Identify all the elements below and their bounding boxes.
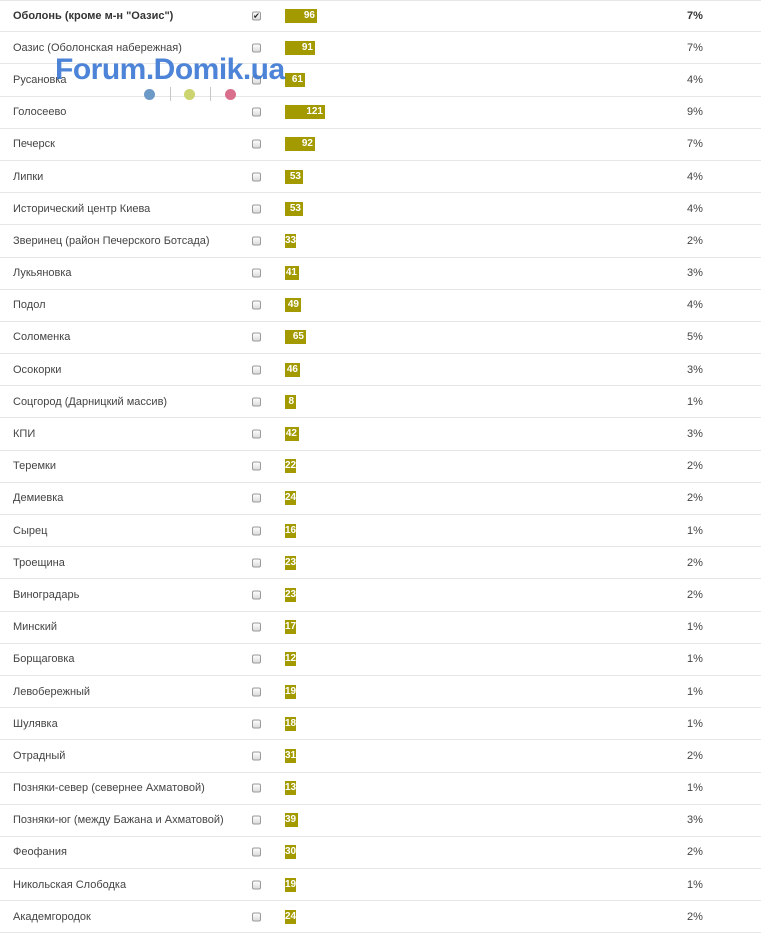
vote-percent: 7%	[687, 138, 703, 151]
votes-bar: 42	[285, 428, 297, 440]
votes-bar: 19	[285, 878, 296, 890]
poll-row	[0, 644, 761, 676]
option-checkbox[interactable]	[252, 880, 261, 889]
votes-bar: 53	[285, 202, 303, 216]
votes-bar: 23	[285, 556, 296, 568]
vote-percent: 3%	[687, 363, 703, 376]
votes-bar: 30	[285, 846, 296, 858]
option-label: Шулявка	[13, 717, 58, 730]
option-checkbox[interactable]	[252, 848, 261, 857]
option-checkbox[interactable]	[252, 75, 261, 84]
vote-percent: 3%	[687, 267, 703, 280]
poll-row	[0, 612, 761, 644]
votes-bar: 96	[285, 9, 317, 23]
poll-row	[0, 290, 761, 322]
poll-row	[0, 901, 761, 933]
vote-percent: 1%	[687, 621, 703, 634]
votes-bar: 92	[285, 137, 315, 151]
votes-bar: 41	[285, 267, 297, 279]
votes-bar: 22	[285, 460, 296, 472]
option-checkbox[interactable]	[252, 816, 261, 825]
votes-bar: 18	[285, 717, 296, 729]
poll-row	[0, 451, 761, 483]
option-label: Липки	[13, 170, 44, 183]
vote-percent: 2%	[687, 846, 703, 859]
vote-percent: 3%	[687, 814, 703, 827]
votes-bar: 65	[285, 330, 306, 344]
option-checkbox[interactable]	[252, 655, 261, 664]
watermark-text: Forum.Domik.ua	[55, 53, 285, 86]
poll-row	[0, 64, 761, 96]
votes-bar: 33	[285, 234, 296, 246]
poll-row	[0, 97, 761, 129]
option-checkbox[interactable]	[252, 558, 261, 567]
vote-percent: 2%	[687, 234, 703, 247]
poll-row	[0, 547, 761, 579]
option-checkbox[interactable]	[252, 172, 261, 181]
option-checkbox[interactable]	[252, 912, 261, 921]
vote-percent: 2%	[687, 460, 703, 473]
option-checkbox[interactable]	[252, 719, 261, 728]
vote-percent: 2%	[687, 749, 703, 762]
option-checkbox[interactable]	[252, 236, 261, 245]
poll-row	[0, 129, 761, 161]
poll-row	[0, 161, 761, 193]
vote-percent: 5%	[687, 331, 703, 344]
option-label: Лукьяновка	[13, 267, 72, 280]
poll-row	[0, 32, 761, 64]
vote-percent: 1%	[687, 685, 703, 698]
poll-row	[0, 837, 761, 869]
vote-percent: 2%	[687, 556, 703, 569]
option-label: Соцгород (Дарницкий массив)	[13, 395, 168, 408]
poll-row	[0, 258, 761, 290]
vote-percent: 4%	[687, 170, 703, 183]
votes-bar: 46	[286, 363, 298, 375]
option-checkbox[interactable]	[252, 687, 261, 696]
option-checkbox[interactable]	[252, 365, 261, 374]
vote-percent: 1%	[687, 653, 703, 666]
vote-percent: 1%	[687, 524, 703, 537]
option-label: Минский	[13, 621, 57, 634]
option-label: Отрадный	[13, 749, 66, 762]
poll-row	[0, 0, 761, 32]
option-checkbox[interactable]	[252, 397, 261, 406]
votes-bar: 24	[285, 910, 296, 922]
option-label: Виноградарь	[13, 588, 80, 601]
option-checkbox[interactable]	[252, 333, 261, 342]
option-label: Академгородок	[13, 910, 91, 923]
option-label: Никольская Слободка	[13, 878, 127, 891]
poll-row	[0, 708, 761, 740]
votes-bar: 13	[285, 782, 296, 794]
option-label: Позняки-север (севернее Ахматовой)	[13, 782, 205, 795]
option-label: Позняки-юг (между Бажана и Ахматовой)	[13, 814, 224, 827]
votes-bar: 61	[285, 73, 305, 87]
vote-percent: 4%	[687, 202, 703, 215]
option-checkbox[interactable]	[252, 590, 261, 599]
poll-row	[0, 805, 761, 837]
option-label: Феофания	[13, 846, 67, 859]
votes-bar: 19	[285, 685, 296, 697]
option-label: Троещина	[13, 556, 65, 569]
option-checkbox[interactable]	[252, 462, 261, 471]
option-label: Подол	[13, 299, 46, 312]
poll-row	[0, 354, 761, 386]
poll-row	[0, 515, 761, 547]
option-label: Зверинец (район Печерского Ботсада)	[13, 234, 210, 247]
votes-bar: 8	[285, 395, 296, 409]
votes-bar: 12	[285, 653, 296, 665]
option-checkbox[interactable]	[252, 269, 261, 278]
option-checkbox[interactable]	[252, 140, 261, 149]
vote-percent: 2%	[687, 910, 703, 923]
vote-percent: 4%	[687, 299, 703, 312]
vote-percent: 1%	[687, 878, 703, 891]
vote-percent: 4%	[687, 73, 703, 86]
option-label: Борщаговка	[13, 653, 75, 666]
votes-bar: 49	[285, 298, 301, 312]
option-checkbox[interactable]	[252, 43, 261, 52]
option-label: Исторический центр Киева	[13, 202, 151, 215]
option-label: Оазис (Оболонская набережная)	[13, 41, 182, 54]
votes-bar: 121	[285, 105, 325, 119]
poll-row	[0, 579, 761, 611]
vote-percent: 1%	[687, 395, 703, 408]
vote-percent: 1%	[687, 782, 703, 795]
option-label: Теремки	[13, 460, 56, 473]
votes-bar: 53	[285, 170, 303, 184]
option-label: Русановка	[13, 73, 67, 86]
vote-percent: 7%	[687, 10, 703, 23]
poll-row	[0, 676, 761, 708]
poll-row	[0, 386, 761, 418]
option-label: Голосеево	[13, 106, 67, 119]
votes-bar: 23	[285, 588, 296, 600]
option-checkbox[interactable]: ✔	[253, 11, 260, 21]
vote-percent: 2%	[687, 588, 703, 601]
vote-percent: 3%	[687, 428, 703, 441]
poll-row	[0, 740, 761, 772]
votes-bar: 91	[285, 41, 315, 55]
vote-percent: 1%	[687, 717, 703, 730]
option-checkbox[interactable]	[252, 430, 261, 439]
option-label: Осокорки	[13, 363, 62, 376]
poll-row	[0, 193, 761, 225]
votes-bar: 17	[285, 621, 296, 633]
poll-row	[0, 322, 761, 354]
option-checkbox[interactable]	[252, 623, 261, 632]
vote-percent: 9%	[687, 106, 703, 119]
vote-percent: 7%	[687, 41, 703, 54]
option-checkbox[interactable]	[252, 301, 261, 310]
option-checkbox[interactable]	[252, 494, 261, 503]
poll-row	[0, 869, 761, 901]
votes-bar: 24	[285, 492, 296, 504]
option-label: Печерск	[13, 138, 55, 151]
option-label: Соломенка	[13, 331, 71, 344]
poll-row	[0, 225, 761, 257]
option-checkbox[interactable]	[252, 751, 261, 760]
option-checkbox[interactable]	[252, 784, 261, 793]
option-checkbox[interactable]	[252, 204, 261, 213]
votes-bar: 31	[285, 749, 296, 761]
votes-bar: 16	[285, 524, 296, 536]
poll-row	[0, 483, 761, 515]
poll-row	[0, 418, 761, 450]
poll-row	[0, 773, 761, 805]
option-label: Демиевка	[13, 492, 64, 505]
option-label: КПИ	[13, 428, 36, 441]
votes-bar: 39	[285, 814, 297, 826]
option-checkbox[interactable]	[252, 526, 261, 535]
option-label: Оболонь (кроме м-н "Оазис")	[13, 10, 174, 23]
option-label: Сырец	[13, 524, 48, 537]
option-label: Левобережный	[13, 685, 91, 698]
option-checkbox[interactable]	[252, 108, 261, 117]
vote-percent: 2%	[687, 492, 703, 505]
